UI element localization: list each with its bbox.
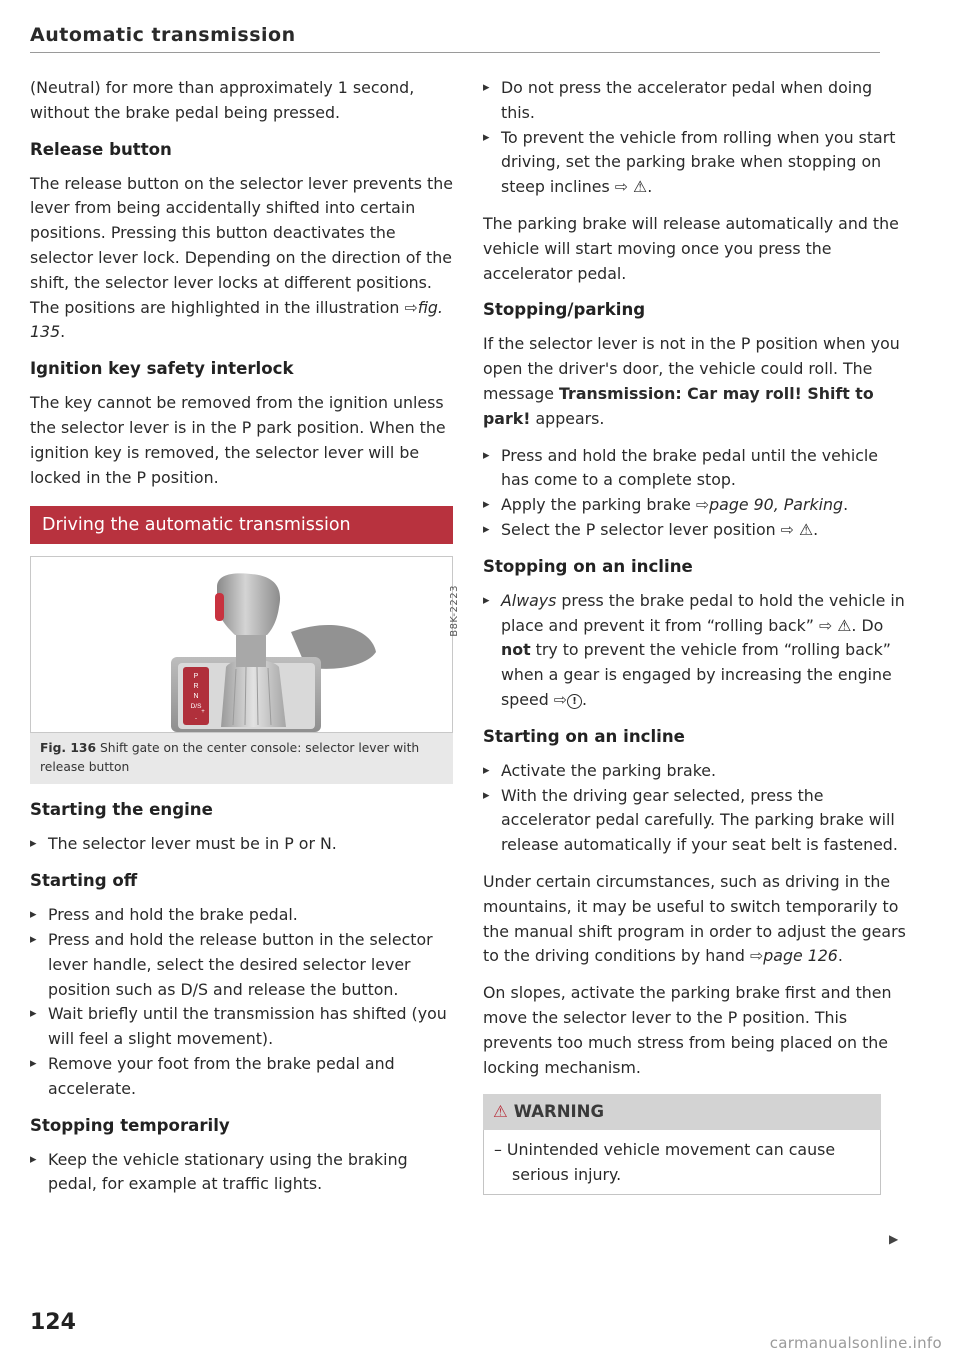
stopping-incline-steps [483,589,906,713]
gate-letter-ds: D/S [190,703,202,711]
stopping-temporarily-heading: Stopping temporarily [30,1115,230,1135]
transmission-message: Transmission: Car may roll! Shift to park! [483,383,874,428]
release-button-paragraph: The release button on the selector lever prevents the lever from being accidentally shifted into certain positions. Pressing this button deactivates the selector lever lock. Depending on the direction of the shift, the selector lever locks at different positions. The positions are highlighted in the illustration ⇨fig. 135. [30,173,453,342]
list-item: ▸ Always press the brake pedal to hold the vehicle in place and prevent it from “rolling back” ⇨ ⚠. Do not try to prevent the vehicle from “rolling back” when a gear is engaged by increasing the engine speed ⇨ ! . [483,589,906,713]
warning-triangle-icon: ⚠ [633,177,648,197]
ignition-interlock-paragraph: The key cannot be removed from the ignition unless the selector lever is in the P park position. When the ignition key is removed, the selector lever will be locked in the P position. [30,393,446,487]
list-item: ▸ With the driving gear selected, press the accelerator pedal carefully. The parking brake will release automatically if your seat belt is fastened. [483,784,906,858]
stopping-parking-paragraph: If the selector lever is not in the P position when you open the driver's door, the vehicle could roll. The message Transmission: Car may roll! Shift to park! appears. [483,334,900,428]
continue-arrow-icon: ▶ [889,1232,899,1246]
parking-release-paragraph: The parking brake will release automatically and the vehicle will start moving once you press the accelerator pedal. [483,213,899,283]
gate-letter-n: N [193,693,199,701]
shift-gate-figure [30,556,460,733]
intro-paragraph: (Neutral) for more than approximately 1 second, without the brake pedal being pressed. [30,78,415,122]
starting-engine-heading: Starting the engine [30,800,213,820]
watermark: carmanualsonline.info [769,1334,942,1352]
arrow-ref-icon: ⇨ [749,946,764,966]
arrow-ref-icon: ⇨ [404,297,418,317]
list-item: ▸ Do not press the accelerator pedal when doing this. [483,76,906,126]
warning-item: – Unintended vehicle movement can cause serious injury. [494,1140,836,1185]
section-title-bar: Driving the automatic transmission [30,506,453,544]
starting-incline-steps [483,759,906,858]
starting-off-steps [30,903,453,1101]
starting-engine-steps [30,832,453,857]
list-item: ▸ Press and hold the release button in the selector lever handle, select the desired selector lever position such as D/S and release the button. [30,928,453,1002]
list-item: ▸ Remove your foot from the brake pedal and accelerate. [30,1052,453,1102]
warning-header: ⚠ WARNING [483,1094,881,1130]
shift-gate-illustration [31,557,452,732]
gate-letter-r: R [193,683,199,691]
gate-letter-minus: - [195,716,197,723]
list-item: ▸ Wait briefly until the transmission has shifted (you will feel a slight movement). [30,1002,453,1052]
fig-135-link[interactable]: fig. 135 [30,297,443,342]
warning-triangle-icon: ⚠ [798,519,814,539]
list-item: ▸ Apply the parking brake ⇨page 90, Parking. [483,493,906,518]
list-item: ▸ The selector lever must be in P or N. [30,832,453,857]
list-item: ▸ Press and hold the brake pedal. [30,903,453,928]
arrow-ref-icon: ⇨ [553,689,567,709]
page-126-link[interactable]: page 126 [763,946,838,966]
arrow-ref-icon: ⇨ [695,495,710,515]
page-90-link[interactable]: page 90, Parking [709,495,844,515]
page-number: 124 [30,1310,76,1335]
gate-letter-plus: + [201,709,205,716]
header-divider [30,52,880,53]
list-item: ▸ Press and hold the brake pedal until the vehicle has come to a complete stop. [483,444,906,494]
stopping-incline-heading: Stopping on an incline [483,556,693,576]
warning-triangle-icon: ⚠ [493,1102,508,1122]
list-item: ▸ Activate the parking brake. [483,759,906,784]
right-column [483,76,906,1195]
selector-knob [217,574,280,636]
stopping-temporarily-steps [30,1148,453,1198]
list-item: ▸ Select the P selector lever position ⇨ ⚠. [483,518,906,543]
figure-caption: Fig. 136 Shift gate on the center console: selector lever with release button [30,733,453,784]
stopping-parking-heading: Stopping/parking [483,300,646,320]
figure-code: B8K-2223 [449,585,460,638]
ignition-interlock-heading: Ignition key safety interlock [30,359,294,379]
arrow-ref-icon: ⇨ [780,519,794,539]
list-item: ▸ Keep the vehicle stationary using the braking pedal, for example at traffic lights. [30,1148,453,1198]
figure-label: Fig. 136 [40,741,97,756]
release-button-icon [215,593,224,621]
warning-body [483,1130,881,1195]
list-item: ▸ To prevent the vehicle from rolling when you start driving, set the parking brake when stopping on steep inclines ⇨ ⚠. [483,126,906,200]
release-button-heading: Release button [30,139,172,159]
accelerator-steps [483,76,906,200]
arrow-ref-icon: ⇨ [818,615,833,635]
slopes-paragraph: On slopes, activate the parking brake first and then move the selector lever to the P position. This prevents too much stress from being placed on the locking mechanism. [483,983,892,1077]
warning-box [483,1094,881,1195]
left-column [30,76,460,1209]
notice-icon: ! [567,694,582,709]
manual-shift-paragraph: Under certain circumstances, such as driving in the mountains, it may be useful to switch temporarily to the manual shift program in order to adjust the gears to the driving conditions by hand ⇨page 126. [483,871,906,966]
arrow-ref-icon: ⇨ [614,177,629,197]
warning-triangle-icon: ⚠ [837,615,852,635]
gate-letter-p: P [193,673,199,681]
page-header-title: Automatic transmission [30,24,296,46]
stopping-parking-steps [483,444,906,543]
selector-boot [221,660,286,728]
starting-off-heading: Starting off [30,871,138,891]
starting-incline-heading: Starting on an incline [483,726,685,746]
